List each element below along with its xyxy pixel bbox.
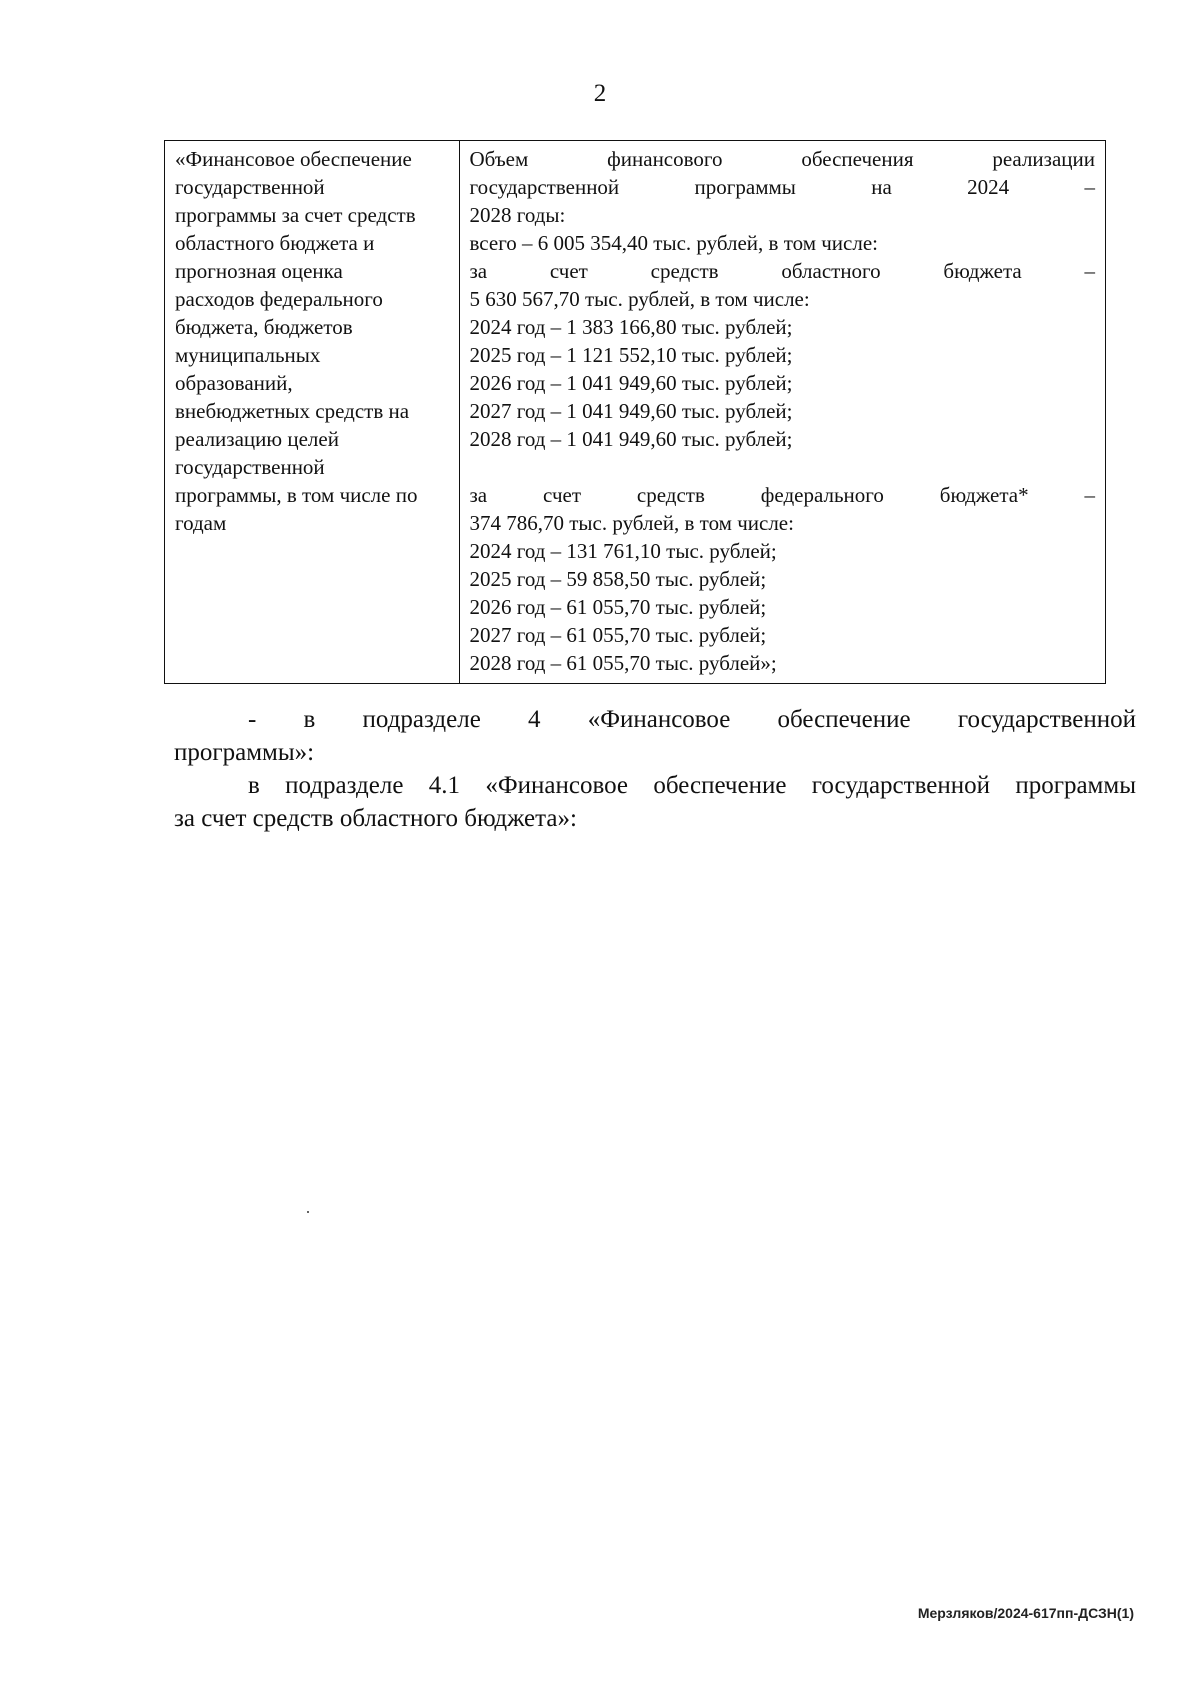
- financing-table: [164, 140, 1106, 684]
- value-line: 2028 годы:: [469, 203, 566, 227]
- label-line: образований,: [175, 371, 293, 395]
- group-spacer: [470, 453, 1096, 481]
- label-line: «Финансовое обеспечение: [175, 147, 412, 171]
- label-line: прогнозная оценка: [175, 259, 343, 283]
- value-line: государственной программы на 2024 –: [469, 175, 1095, 199]
- label-line: бюджета, бюджетов: [175, 315, 353, 339]
- page-number: 2: [593, 80, 607, 107]
- label-line: расходов федерального: [175, 287, 383, 311]
- paragraph-subsection-4: - в подразделе 4 «Финансовое обеспечение государственной: [248, 706, 1136, 733]
- value-line: 374 786,70 тыс. рублей, в том числе:: [469, 511, 794, 535]
- label-line: годам: [175, 511, 227, 535]
- table-cell-label: [165, 141, 460, 684]
- label-line: внебюджетных средств на: [175, 399, 410, 423]
- value-line: 2026 год – 1 041 949,60 тыс. рублей;: [469, 371, 793, 395]
- table-cell-values: [459, 141, 1106, 684]
- value-line: Объем финансового обеспечения реализации: [469, 147, 1095, 171]
- value-line: 2028 год – 1 041 949,60 тыс. рублей;: [469, 427, 793, 451]
- label-line: государственной: [175, 175, 325, 199]
- value-line: 2028 год – 61 055,70 тыс. рублей»;: [469, 651, 777, 675]
- scan-speck: [307, 1211, 309, 1213]
- value-line: 2025 год – 1 121 552,10 тыс. рублей;: [469, 343, 793, 367]
- label-line: государственной: [175, 455, 325, 479]
- label-line: областного бюджета и: [175, 231, 375, 255]
- value-line: 2024 год – 131 761,10 тыс. рублей;: [469, 539, 777, 563]
- table-row: [165, 141, 1106, 684]
- regional-budget-lines: [470, 145, 1096, 453]
- label-line: программы, в том числе по: [175, 483, 418, 507]
- label-lines: [175, 145, 449, 537]
- value-line: 2026 год – 61 055,70 тыс. рублей;: [469, 595, 767, 619]
- document-code: Мерзляков/2024-617пп-ДСЗН(1): [917, 1605, 1134, 1621]
- federal-budget-lines: [470, 481, 1096, 677]
- paragraph-subsection-4-cont: программы»:: [174, 739, 315, 766]
- value-line: за счет средств областного бюджета –: [469, 259, 1095, 283]
- label-line: реализацию целей: [175, 427, 339, 451]
- value-line: всего – 6 005 354,40 тыс. рублей, в том числе:: [469, 231, 878, 255]
- value-line: за счет средств федерального бюджета* –: [469, 483, 1095, 507]
- value-line: 2027 год – 61 055,70 тыс. рублей;: [469, 623, 767, 647]
- value-line: 2024 год – 1 383 166,80 тыс. рублей;: [469, 315, 793, 339]
- label-line: программы за счет средств: [175, 203, 416, 227]
- paragraph-subsection-4-1: в подразделе 4.1 «Финансовое обеспечение государственной программы: [248, 772, 1136, 799]
- label-line: муниципальных: [175, 343, 321, 367]
- value-line: 2025 год – 59 858,50 тыс. рублей;: [469, 567, 767, 591]
- value-line: 5 630 567,70 тыс. рублей, в том числе:: [469, 287, 810, 311]
- value-line: 2027 год – 1 041 949,60 тыс. рублей;: [469, 399, 793, 423]
- paragraph-subsection-4-1-cont: за счет средств областного бюджета»:: [174, 805, 577, 832]
